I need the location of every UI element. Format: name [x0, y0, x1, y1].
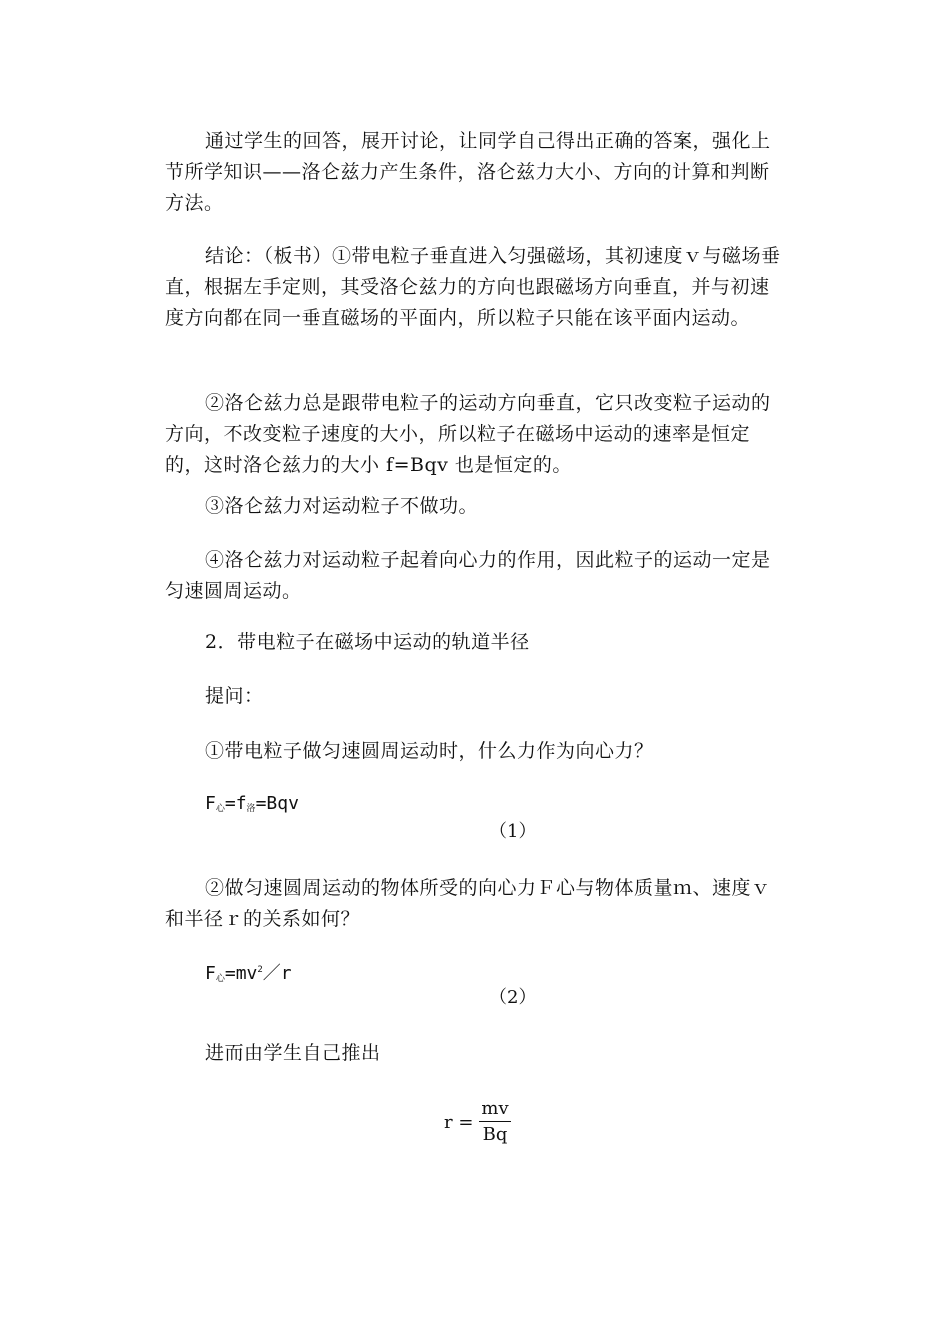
- section-heading: 2．带电粒子在磁场中运动的轨道半径: [205, 631, 530, 653]
- formula-2-sub-centripetal: 心: [215, 974, 225, 984]
- equation-number-1: （1）: [489, 821, 537, 842]
- paragraph-conclusion-4: ④洛仑兹力对运动粒子起着向心力的作用，因此粒子的运动一定是匀速圆周运动。: [165, 549, 771, 602]
- formula-2: $F_心=mv^2/r$: [205, 963, 292, 984]
- equation-number-2: （2）: [489, 987, 537, 1008]
- radius-formula-lhs: r =: [444, 1111, 474, 1133]
- paragraph-conclusion-3: ③洛仑兹力对运动粒子不做功。: [205, 495, 479, 517]
- formula-1: $F_心=f_洛=Bqv$: [205, 793, 299, 814]
- paragraph-conclusion-2: ②洛仑兹力总是跟带电粒子的运动方向垂直，它只改变粒子运动的方向，不改变粒子速度的大小，所以粒子在磁场中运动的速率是恒定的，这时洛仑兹力的大小 f=Bqv 也是恒定的。: [165, 392, 771, 476]
- paragraph-conclusion-1: 结论：（板书）①带电粒子垂直进入匀强磁场，其初速度ｖ与磁场垂直，根据左手定则，其受洛仑兹力的方向也跟磁场方向垂直，并与初速度方向都在同一垂直磁场的平面内，所以粒子只能在该平面内运动。: [165, 245, 781, 329]
- question-1: ①带电粒子做匀速圆周运动时，什么力作为向心力？: [205, 740, 654, 762]
- formula-1-sub-centripetal: 心: [215, 804, 225, 814]
- question-label: 提问：: [205, 685, 264, 707]
- fraction-numerator: mv: [479, 1099, 510, 1122]
- derive-text: 进而由学生自己推出: [205, 1042, 381, 1064]
- radius-formula: [444, 1094, 511, 1150]
- paragraph-discussion: 通过学生的回答，展开讨论，让同学自己得出正确的答案，强化上节所学知识——洛仑兹力产生条件，洛仑兹力大小、方向的计算和判断方法。: [165, 130, 771, 214]
- radius-fraction: [479, 1099, 510, 1145]
- formula-1-sub-lorentz: 洛: [246, 804, 256, 814]
- fraction-denominator: Bq: [482, 1124, 508, 1145]
- formula-2-superscript: 2: [257, 965, 263, 975]
- question-2: ②做匀速圆周运动的物体所受的向心力Ｆ心与物体质量ｍ、速度ｖ和半径ｒ的关系如何？: [165, 877, 771, 930]
